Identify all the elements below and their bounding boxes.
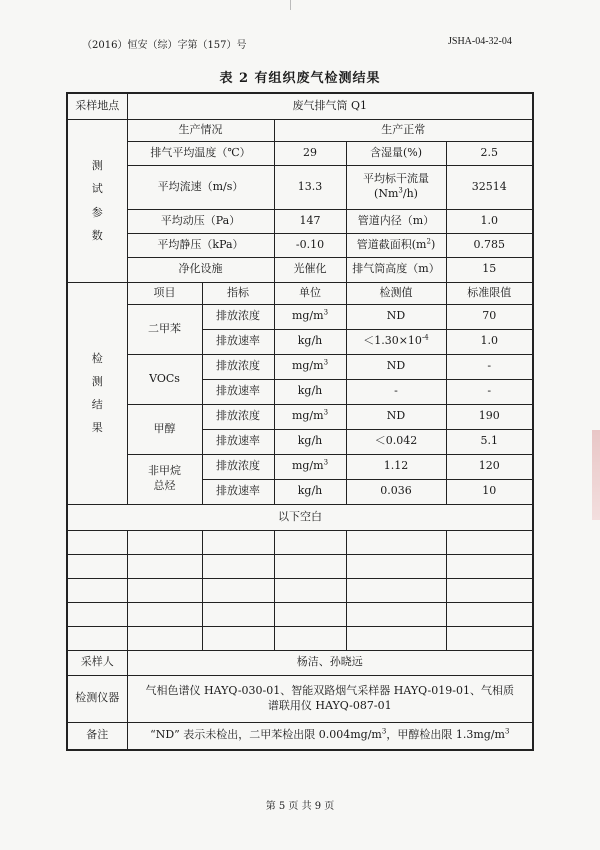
remark-value: “ND” 表示未检出，二甲苯检出限 $0.004mg/m^3$，甲醇检出限 $1.3mg/m^3$ bbox=[127, 722, 533, 750]
limit-value: 5.1 bbox=[446, 429, 533, 454]
unit: $mg/m^3$ bbox=[274, 354, 346, 379]
col-header: 项目 bbox=[127, 282, 202, 304]
seal-edge bbox=[592, 430, 600, 520]
measured-value: ND bbox=[346, 404, 446, 429]
page-number: 第 5 页 共 9 页 bbox=[265, 801, 335, 812]
sample-location-value: 废气排气筒 Q1 bbox=[127, 93, 533, 119]
limit-value: - bbox=[446, 379, 533, 404]
param-label: 管道内径（m） bbox=[346, 209, 446, 233]
measured-value: - bbox=[346, 379, 446, 404]
metric: 排放浓度 bbox=[202, 454, 274, 479]
param-label: 净化设施 bbox=[127, 257, 274, 282]
param-value: 2.5 bbox=[446, 141, 533, 165]
col-header: 指标 bbox=[202, 282, 274, 304]
remark-label: 备注 bbox=[67, 722, 127, 750]
col-header: 检测值 bbox=[346, 282, 446, 304]
param-value: 光催化 bbox=[274, 257, 346, 282]
unit: kg/h bbox=[274, 329, 346, 354]
measured-value: ND bbox=[346, 304, 446, 329]
param-value: 32514 bbox=[446, 165, 533, 209]
param-label: 排气筒高度（m） bbox=[346, 257, 446, 282]
item-name: 二甲苯 bbox=[127, 304, 202, 354]
metric: 排放浓度 bbox=[202, 354, 274, 379]
param-label: 管道截面积$(m^2)$ bbox=[346, 233, 446, 257]
param-label: 含湿量(%) bbox=[346, 141, 446, 165]
unit: kg/h bbox=[274, 429, 346, 454]
exhaust-results-table bbox=[66, 92, 534, 751]
measured-value: ND bbox=[346, 354, 446, 379]
test-params-label: 测 试 参 数 bbox=[67, 119, 127, 282]
scan-mark bbox=[290, 0, 291, 10]
param-value: 13.3 bbox=[274, 165, 346, 209]
limit-value: 10 bbox=[446, 479, 533, 504]
param-label: 平均动压（Pa） bbox=[127, 209, 274, 233]
param-label: 平均流速（m/s） bbox=[127, 165, 274, 209]
metric: 排放速率 bbox=[202, 329, 274, 354]
blank-note: 以下空白 bbox=[67, 504, 533, 530]
param-value: -0.10 bbox=[274, 233, 346, 257]
limit-value: 190 bbox=[446, 404, 533, 429]
item-name: 非甲烷 总烃 bbox=[127, 454, 202, 504]
measured-value: 0.036 bbox=[346, 479, 446, 504]
unit: $mg/m^3$ bbox=[274, 304, 346, 329]
metric: 排放浓度 bbox=[202, 404, 274, 429]
instruments-label: 检测仪器 bbox=[67, 675, 127, 722]
metric: 排放速率 bbox=[202, 479, 274, 504]
param-value: 147 bbox=[274, 209, 346, 233]
measured-value: $<1.30\times 10^{-4}$ bbox=[346, 329, 446, 354]
param-value: 0.785 bbox=[446, 233, 533, 257]
unit: $mg/m^3$ bbox=[274, 404, 346, 429]
form-code: JSHA-04-32-04 bbox=[448, 36, 512, 47]
param-value: 15 bbox=[446, 257, 533, 282]
limit-value: 1.0 bbox=[446, 329, 533, 354]
production-value: 生产正常 bbox=[274, 119, 533, 141]
sampler-label: 采样人 bbox=[67, 650, 127, 675]
item-name: VOCs bbox=[127, 354, 202, 404]
empty-row bbox=[67, 602, 533, 626]
sample-location-label: 采样地点 bbox=[67, 93, 127, 119]
limit-value: 70 bbox=[446, 304, 533, 329]
param-value: 29 bbox=[274, 141, 346, 165]
param-label: 平均静压（kPa） bbox=[127, 233, 274, 257]
empty-row bbox=[67, 578, 533, 602]
empty-row bbox=[67, 530, 533, 554]
col-header: 单位 bbox=[274, 282, 346, 304]
item-name: 甲醇 bbox=[127, 404, 202, 454]
param-label: 平均标干流量 (Nm$^3$/h) bbox=[346, 165, 446, 209]
metric: 排放浓度 bbox=[202, 304, 274, 329]
param-label: 排气平均温度（℃） bbox=[127, 141, 274, 165]
limit-value: 120 bbox=[446, 454, 533, 479]
metric: 排放速率 bbox=[202, 379, 274, 404]
empty-row bbox=[67, 554, 533, 578]
report-number: （2016）恒安（综）字第（157）号 bbox=[82, 40, 247, 51]
measured-value: 1.12 bbox=[346, 454, 446, 479]
col-header: 标准限值 bbox=[446, 282, 533, 304]
unit: kg/h bbox=[274, 379, 346, 404]
metric: 排放速率 bbox=[202, 429, 274, 454]
unit: kg/h bbox=[274, 479, 346, 504]
unit: $mg/m^3$ bbox=[274, 454, 346, 479]
instruments-value: 气相色谱仪 HAYQ-030-01、智能双路烟气采样器 HAYQ-019-01、气相质 谱联用仪 HAYQ-087-01 bbox=[127, 675, 533, 722]
table-title: 表 2 有组织废气检测结果 bbox=[219, 71, 381, 86]
sampler-value: 杨洁、孙晓远 bbox=[127, 650, 533, 675]
empty-row bbox=[67, 626, 533, 650]
results-label: 检 测 结 果 bbox=[67, 282, 127, 504]
param-value: 1.0 bbox=[446, 209, 533, 233]
production-label: 生产情况 bbox=[127, 119, 274, 141]
limit-value: - bbox=[446, 354, 533, 379]
measured-value: ＜0.042 bbox=[346, 429, 446, 454]
